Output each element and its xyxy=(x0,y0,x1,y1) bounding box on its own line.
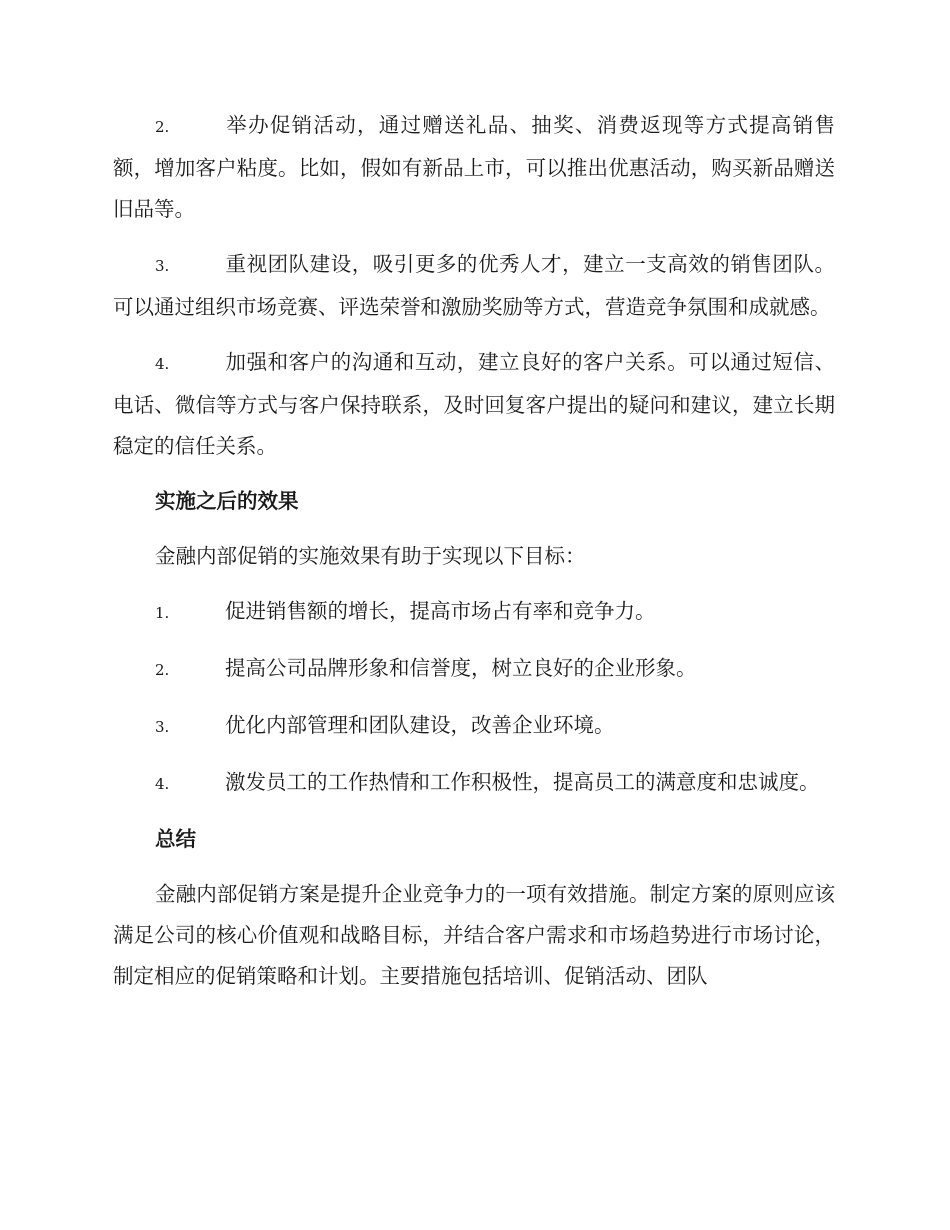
list-text: 激发员工的工作热情和工作积极性，提高员工的满意度和忠诚度。 xyxy=(225,770,820,794)
list-item xyxy=(113,648,835,691)
list-text: 重视团队建设，吸引更多的优秀人才，建立一支高效的销售团队。可以通过组织市场竞赛、评选荣誉和激励奖励等方式，营造竞争氛围和成就感。 xyxy=(113,252,835,319)
list-number: 4. xyxy=(155,355,170,373)
list-text: 举办促销活动，通过赠送礼品、抽奖、消费返现等方式提高销售额，增加客户粘度。比如，假如有新品上市，可以推出优惠活动，购买新品赠送旧品等。 xyxy=(113,113,835,221)
list-item xyxy=(113,105,835,230)
summary-paragraph: 金融内部促销方案是提升企业竞争力的一项有效措施。制定方案的原则应该满足公司的核心价值观和战略目标，并结合客户需求和市场趋势进行市场讨论，制定相应的促销策略和计划。主要措施包括培训、促销活动、团队 xyxy=(113,882,835,988)
list-text: 优化内部管理和团队建设，改善企业环境。 xyxy=(225,713,615,737)
list-number: 2. xyxy=(155,118,170,136)
document-body xyxy=(113,105,835,1011)
list-item xyxy=(113,244,835,328)
list-item xyxy=(113,342,835,467)
list-number: 1. xyxy=(155,604,170,622)
list-number: 2. xyxy=(155,661,170,679)
list-text: 加强和客户的沟通和互动，建立良好的客户关系。可以通过短信、电话、微信等方式与客户保持联系，及时回复客户提出的疑问和建议，建立长期稳定的信任关系。 xyxy=(113,350,835,458)
section-intro: 金融内部促销的实施效果有助于实现以下目标： xyxy=(155,544,586,568)
list-number: 3. xyxy=(155,257,170,275)
list-item xyxy=(113,591,835,634)
section-heading-effect: 实施之后的效果 xyxy=(155,489,299,513)
list-text: 提高公司品牌形象和信誉度，树立良好的企业形象。 xyxy=(225,656,697,680)
list-number: 3. xyxy=(155,718,170,736)
list-number: 4. xyxy=(155,775,170,793)
section-heading-summary: 总结 xyxy=(155,827,196,851)
list-item xyxy=(113,705,835,748)
list-text: 促进销售额的增长，提高市场占有率和竞争力。 xyxy=(225,599,656,623)
list-item xyxy=(113,762,835,805)
